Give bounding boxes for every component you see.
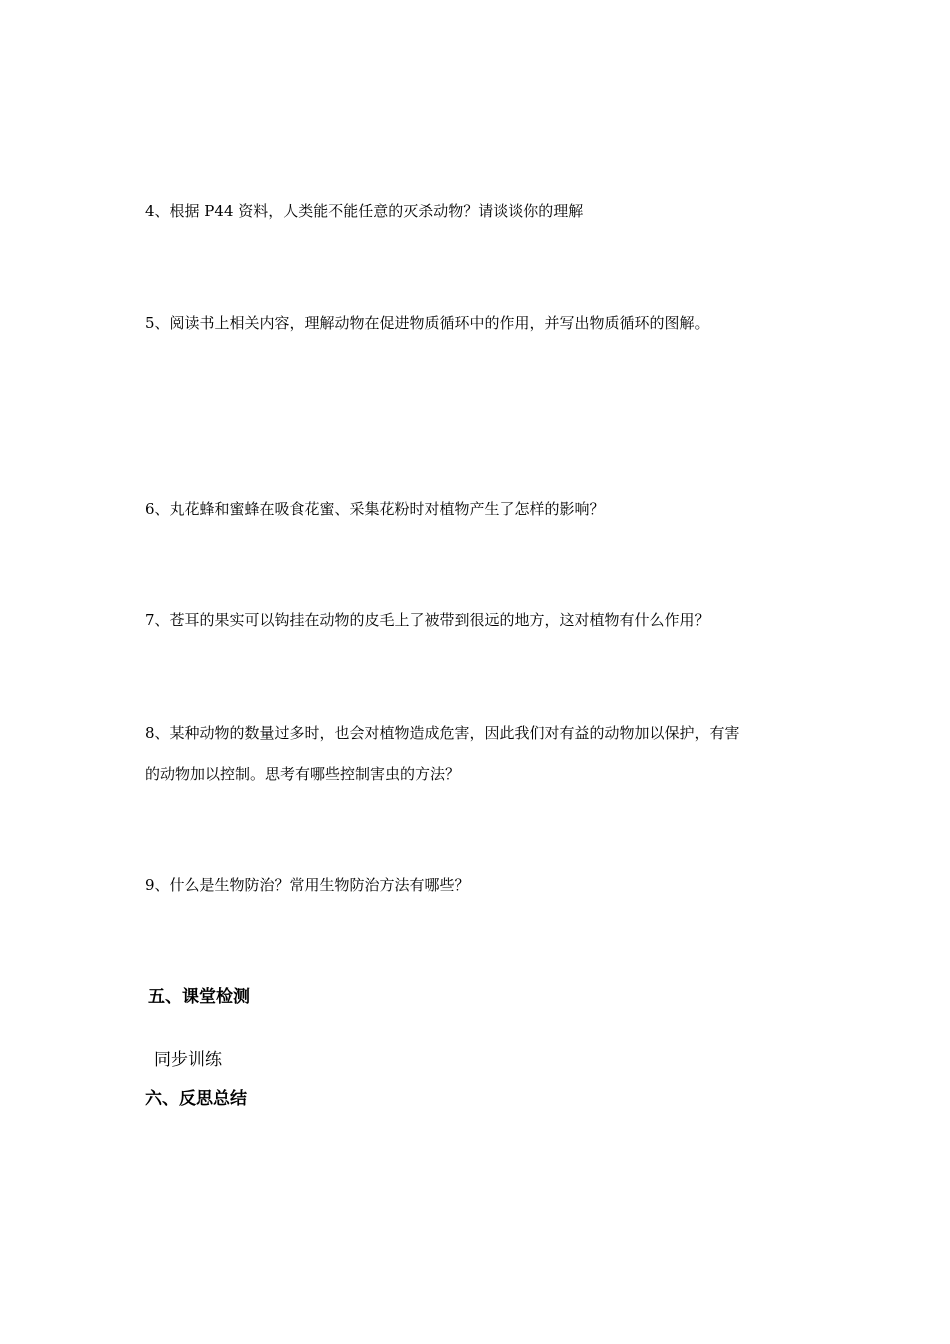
question-4: 4、根据 P44 资料，人类能不能任意的灭杀动物？请谈谈你的理解 <box>145 202 584 220</box>
question-6: 6、丸花蜂和蜜蜂在吸食花蜜、采集花粉时对植物产生了怎样的影响？ <box>145 500 605 518</box>
question-8-line-2: 的动物加以控制。思考有哪些控制害虫的方法？ <box>145 765 461 783</box>
question-5: 5、阅读书上相关内容，理解动物在促进物质循环中的作用，并写出物质循环的图解。 <box>145 314 710 332</box>
question-7: 7、苍耳的果实可以钩挂在动物的皮毛上了被带到很远的地方，这对植物有什么作用？ <box>145 611 710 629</box>
question-9: 9、什么是生物防治？常用生物防治方法有哪些？ <box>145 876 470 894</box>
section-five-title: 五、课堂检测 <box>148 987 250 1007</box>
question-8-line-1: 8、某种动物的数量过多时，也会对植物造成危害，因此我们对有益的动物加以保护，有害 <box>145 724 740 742</box>
section-six-title: 六、反思总结 <box>145 1089 247 1109</box>
section-five-subtitle: 同步训练 <box>154 1050 222 1070</box>
